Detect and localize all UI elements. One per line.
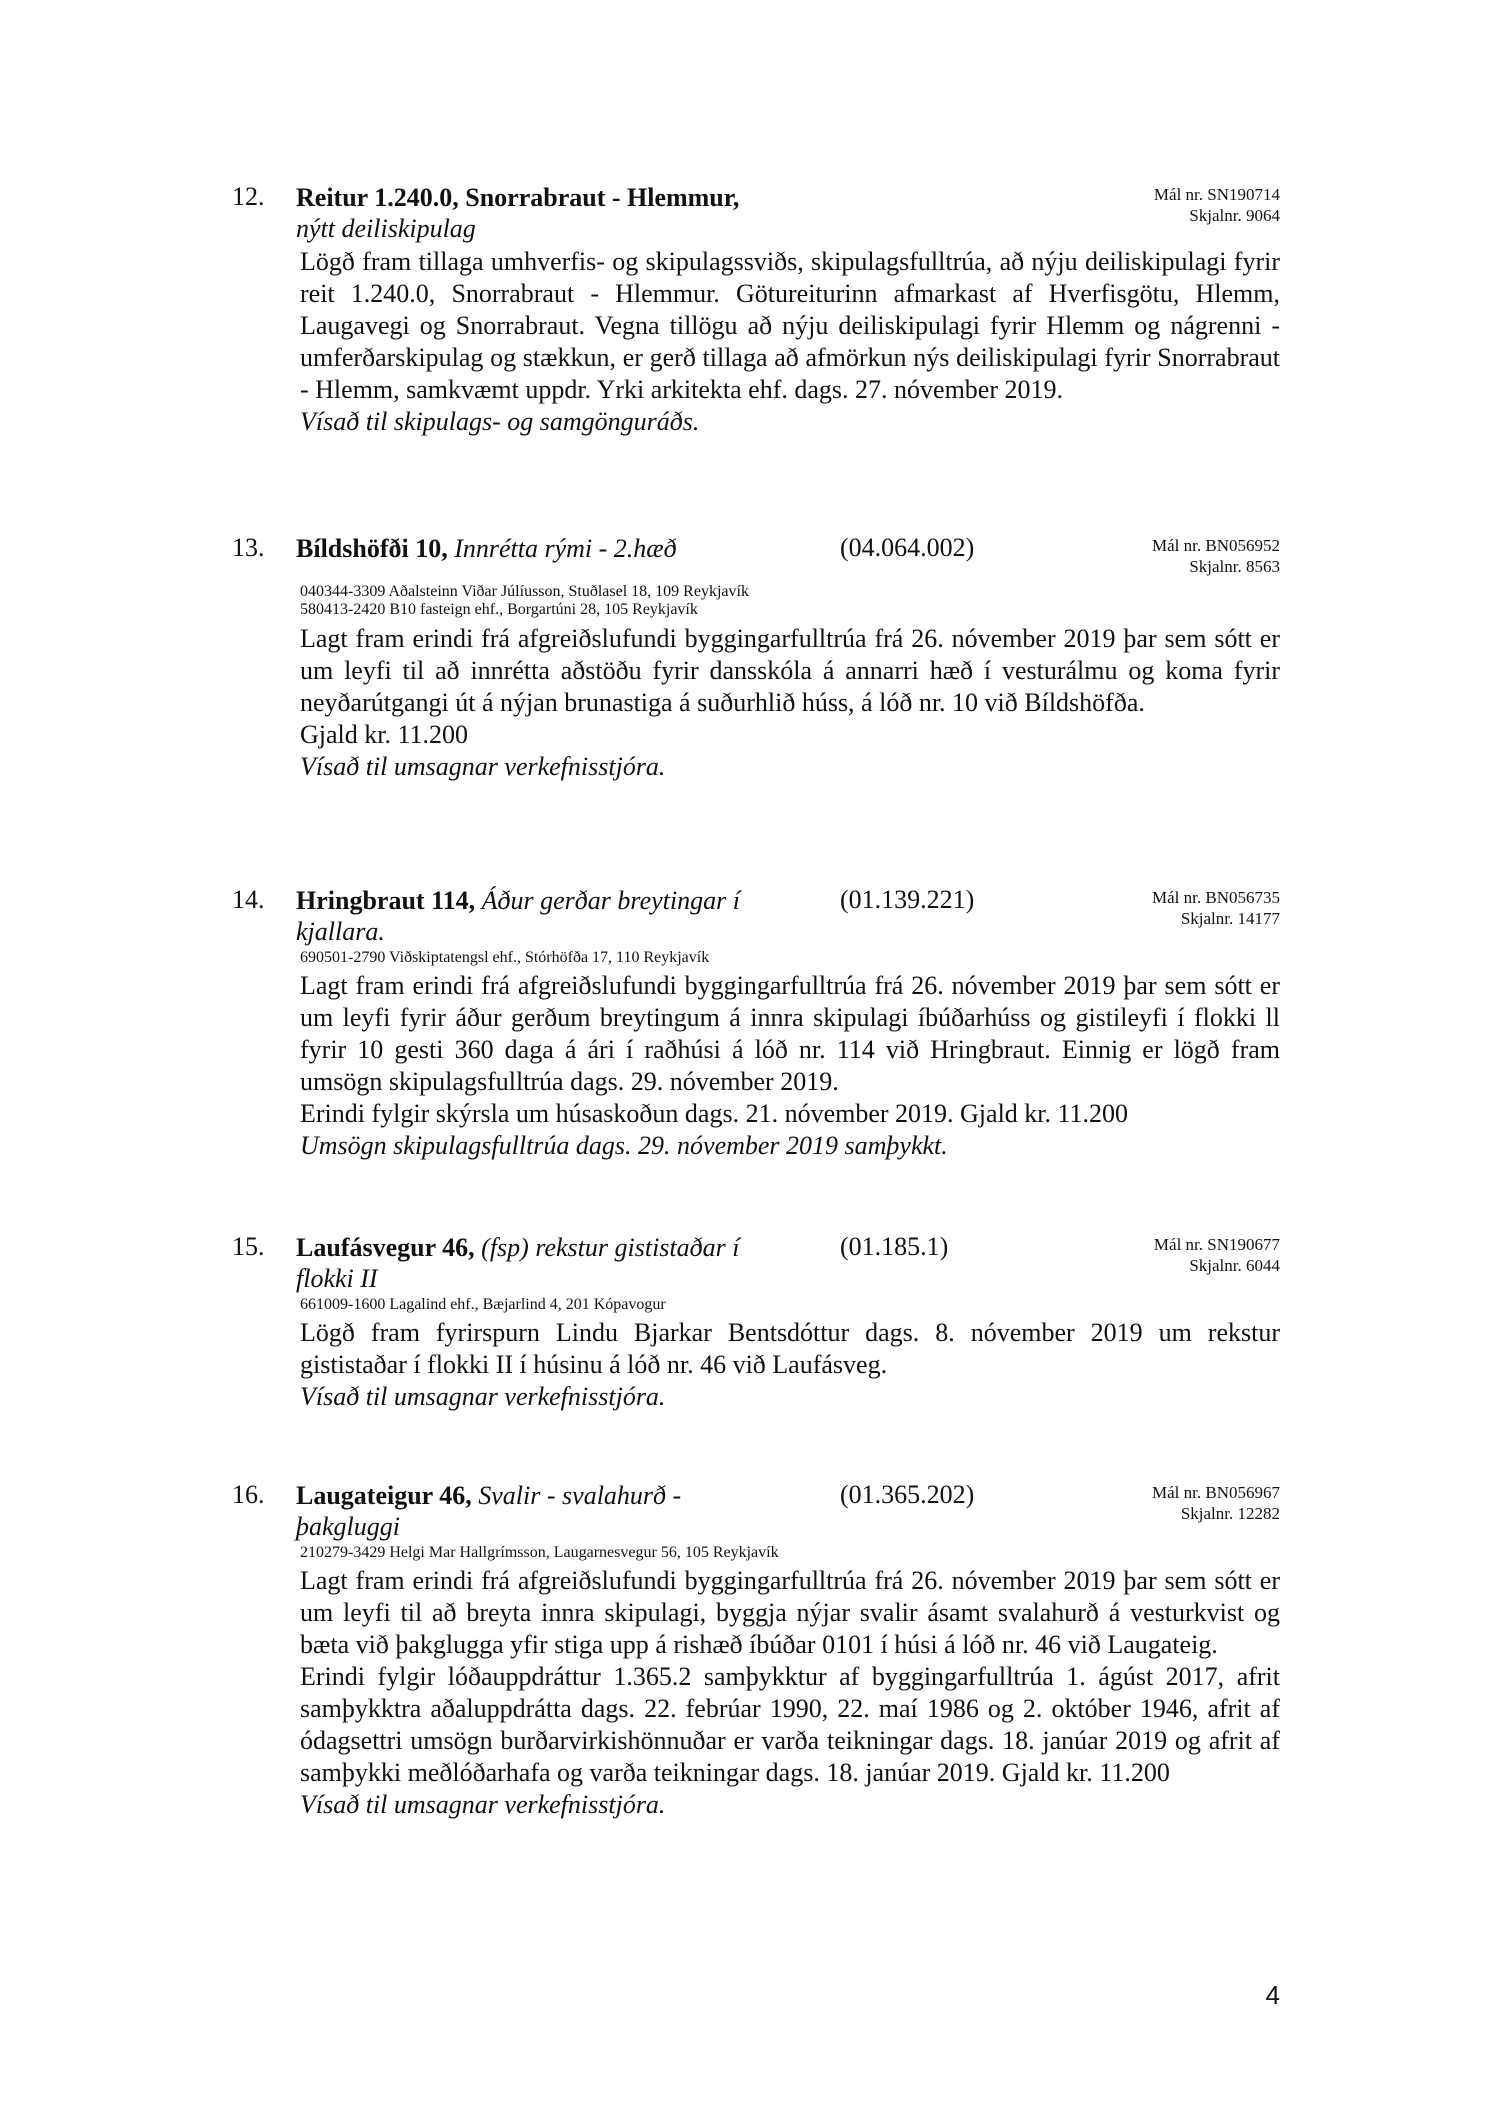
item-title xyxy=(296,182,739,244)
case-number: Mál nr. BN056735 xyxy=(1152,888,1280,907)
case-reference xyxy=(1152,887,1280,929)
owner-line: 580413-2420 B10 fasteign ehf., Borgartúni 28, 105 Reykjavík xyxy=(300,601,698,618)
item-title-italic: Svalir - svalahurð - xyxy=(478,1481,682,1510)
item-number: 15. xyxy=(232,1232,265,1261)
item-subtitle: nýtt deiliskipulag xyxy=(296,214,476,243)
case-number: Mál nr. SN190677 xyxy=(1153,1235,1280,1254)
item-title-bold: Laugateigur 46, xyxy=(296,1481,472,1510)
item-title-bold: Hringbraut 114, xyxy=(296,886,476,915)
document-number: Skjalnr. 14177 xyxy=(1180,909,1280,928)
item-title xyxy=(296,885,740,947)
item-description: Lagt fram erindi frá afgreiðslufundi byggingarfulltrúa frá 26. nóvember 2019 þar sem sótt er um leyfi fyrir áður gerðum breytingum á innra skipulagi íbúðarhúss og gistileyfi í flokki ll fyrir 10 gesti 360 daga á ári í raðhúsi á lóð nr. 114 við Hringbraut. Einnig er lögð fram umsögn skipulagsfulltrúa dags. 29. nóvember 2019. xyxy=(300,971,1280,1096)
item-conclusion: Vísað til umsagnar verkefnisstjóra. xyxy=(300,1382,666,1411)
land-code: (01.139.221) xyxy=(840,885,975,914)
item-title-italic-cont: kjallara. xyxy=(296,917,385,946)
item-description: Lögð fram tillaga umhverfis- og skipulagssviðs, skipulagsfulltrúa, að nýju deiliskipulagi fyrir reit 1.240.0, Snorrabraut - Hlemmur. Götureiturinn afmarkast af Hverfisgötu, Hlemm, Laugavegi og Snorrabraut. Vegna tillögu að nýju deiliskipulagi fyrir Hlemm og nágrenni - umferðarskipulag og stækkun, er gerð tillaga að afmörkun nýs deiliskipulagi fyrir Snorrabraut - Hlemm, samkvæmt uppdr. Yrki arkitekta ehf. dags. 27. nóvember 2019. xyxy=(300,247,1280,404)
page-number: 4 xyxy=(1265,1980,1280,2010)
document-number: Skjalnr. 8563 xyxy=(1189,557,1280,576)
owner-line: 210279-3429 Helgi Mar Hallgrímsson, Laugarnesvegur 56, 105 Reykjavík xyxy=(300,1544,779,1561)
item-body xyxy=(300,1565,1280,1821)
case-number: Mál nr. SN190714 xyxy=(1153,185,1280,204)
item-title-italic-cont: flokki II xyxy=(296,1264,378,1293)
item-conclusion: Umsögn skipulagsfulltrúa dags. 29. nóvember 2019 samþykkt. xyxy=(300,1131,948,1160)
item-title-italic-cont: þakgluggi xyxy=(296,1512,400,1541)
item-extra: Erindi fylgir lóðauppdráttur 1.365.2 samþykktur af byggingarfulltrúa 1. ágúst 2017, afrit samþykktra aðaluppdrátta dags. 22. febrúar 1990, 22. maí 1986 og 2. október 1946, afrit af ódagsettri umsögn burðarvirkishönnuðar er varða teikningar dags. 18. janúar 2019 og afrit af samþykki meðlóðarhafa og varða teikningar dags. 18. janúar 2019. Gjald kr. 11.200 xyxy=(300,1662,1280,1787)
land-code: (01.185.1) xyxy=(840,1232,949,1261)
case-reference xyxy=(1154,184,1280,226)
document-number: Skjalnr. 6044 xyxy=(1189,1256,1280,1275)
owner-line: 661009-1600 Lagalind ehf., Bæjarlind 4, 201 Kópavogur xyxy=(300,1296,666,1313)
item-extra: Erindi fylgir skýrsla um húsaskoðun dags. 21. nóvember 2019. Gjald kr. 11.200 xyxy=(300,1099,1129,1128)
item-body xyxy=(300,1317,1280,1413)
item-conclusion: Vísað til umsagnar verkefnisstjóra. xyxy=(300,752,666,781)
item-body xyxy=(300,623,1280,783)
case-reference xyxy=(1152,1482,1280,1524)
item-description: Lagt fram erindi frá afgreiðslufundi byggingarfulltrúa frá 26. nóvember 2019 þar sem sótt er um leyfi til að breyta innra skipulagi, byggja nýjar svalir ásamt svalahurð á vesturkvist og bæta við þakglugga yfir stiga upp á rishæð íbúðar 0101 í húsi á lóð nr. 46 við Laugateig. xyxy=(300,1566,1280,1659)
document-number: Skjalnr. 9064 xyxy=(1189,206,1280,225)
land-code: (01.365.202) xyxy=(840,1480,975,1509)
item-title-bold: Reitur 1.240.0, Snorrabraut - Hlemmur, xyxy=(296,183,740,212)
item-description: Lagt fram erindi frá afgreiðslufundi byggingarfulltrúa frá 26. nóvember 2019 þar sem sótt er um leyfi til að innrétta aðstöðu fyrir dansskóla á annarri hæð í vesturálmu og koma fyrir neyðarútgangi út á nýjan brunastiga á suðurhlið húss, á lóð nr. 10 við Bíldshöfða. xyxy=(300,624,1280,717)
item-title-italic: Innrétta rými - 2.hæð xyxy=(454,534,677,563)
item-title-italic: (fsp) rekstur gististaðar í xyxy=(481,1233,740,1262)
item-title-bold: Bíldshöfði 10, xyxy=(296,534,448,563)
case-number: Mál nr. BN056967 xyxy=(1152,1483,1280,1502)
item-number: 13. xyxy=(232,533,265,562)
item-fee: Gjald kr. 11.200 xyxy=(300,720,469,749)
item-title xyxy=(296,1480,681,1542)
item-body xyxy=(300,246,1280,438)
item-description: Lögð fram fyrirspurn Lindu Bjarkar Bentsdóttur dags. 8. nóvember 2019 um rekstur gististaðar í flokki II í húsinu á lóð nr. 46 við Laufásveg. xyxy=(300,1318,1280,1379)
item-conclusion: Vísað til umsagnar verkefnisstjóra. xyxy=(300,1790,666,1819)
item-body xyxy=(300,970,1280,1162)
owner-line: 690501-2790 Viðskiptatengsl ehf., Stórhöfða 17, 110 Reykjavík xyxy=(300,949,710,966)
item-number: 14. xyxy=(232,885,265,914)
case-number: Mál nr. BN056952 xyxy=(1152,536,1280,555)
item-title xyxy=(296,1232,739,1294)
document-number: Skjalnr. 12282 xyxy=(1180,1504,1280,1523)
item-number: 12. xyxy=(232,182,265,211)
item-title-bold: Laufásvegur 46, xyxy=(296,1233,475,1262)
owner-line: 040344-3309 Aðalsteinn Viðar Júlíusson, Stuðlasel 18, 109 Reykjavík xyxy=(300,583,749,600)
item-title-italic: Áður gerðar breytingar í xyxy=(481,886,740,915)
item-conclusion: Vísað til skipulags- og samgönguráðs. xyxy=(300,407,700,436)
land-code: (04.064.002) xyxy=(840,533,975,562)
item-number: 16. xyxy=(232,1480,265,1509)
item-title xyxy=(296,533,677,564)
case-reference xyxy=(1154,1234,1280,1276)
case-reference xyxy=(1152,535,1280,577)
